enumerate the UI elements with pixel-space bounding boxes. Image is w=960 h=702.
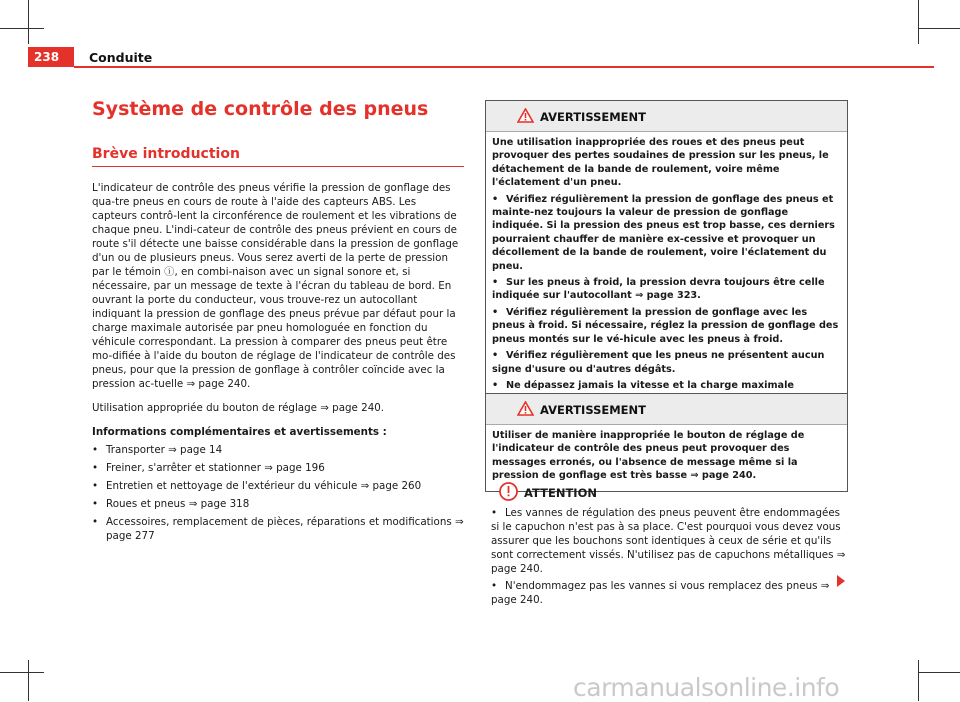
list-item: • Vérifiez régulièrement la pression de gonflage avec les pneus à froid. Si nécessaire, réglez la pression de gonflage des pneus montés sur le vé-hicule avec les pneus à froid. <box>492 306 839 345</box>
watermark: carmanualsonline.info <box>573 673 840 702</box>
warning-triangle-icon <box>517 401 534 416</box>
crop-mark <box>0 28 44 29</box>
section-title: Système de contrôle des pneus <box>92 98 429 120</box>
crop-mark <box>918 0 919 44</box>
chapter-title: Conduite <box>89 50 153 65</box>
list-item: • Freiner, s'arrêter et stationner ⇒ page 196 <box>92 461 464 475</box>
attention-icon <box>499 482 518 501</box>
attention-section <box>491 482 848 610</box>
crop-mark <box>918 672 960 673</box>
list-item: • Transporter ⇒ page 14 <box>92 443 464 457</box>
attention-header <box>491 482 848 504</box>
list-item: • Vérifiez régulièrement que les pneus ne présentent aucun signe d'usure ou d'autres dégâts. <box>492 350 825 375</box>
list-item: • Entretien et nettoyage de l'extérieur du véhicule ⇒ page 260 <box>92 479 464 493</box>
list-item: • Ne dépassez jamais la vitesse et la charge maximale <box>492 379 794 391</box>
header-rule <box>74 66 934 68</box>
warning-intro: Une utilisation inappropriée des roues et des pneus peut provoquer des pertes soudaines de pression sur les pneus, le détachement de la bande de roulement, voire même l'éclatement d'un pneu. <box>492 137 829 189</box>
continue-arrow-icon <box>836 575 846 587</box>
warning-box-1 <box>485 100 848 415</box>
crop-mark <box>918 28 960 29</box>
list-item: • Accessoires, remplacement de pièces, réparations et modifications ⇒ page 277 <box>92 515 464 543</box>
warning-box-2 <box>485 393 848 492</box>
crop-mark <box>918 660 919 701</box>
crop-mark <box>0 672 44 673</box>
crop-mark <box>28 660 29 701</box>
left-column <box>92 98 464 543</box>
list-item: • Roues et pneus ⇒ page 318 <box>92 497 464 511</box>
list-item: • Les vannes de régulation des pneus peuvent être endommagées si le capuchon n'est pas à sa place. C'est pourquoi vous devez vous assurer que les bouchons sont identiques à ceux de série et qu'ils sont correctement vissés. N'utilisez pas de capuchons métalliques ⇒ page 240. <box>491 507 846 575</box>
warning-triangle-icon <box>517 108 534 123</box>
page-number: 238 <box>28 47 74 67</box>
warning-title: AVERTISSEMENT <box>540 403 647 417</box>
warning-header <box>486 394 847 425</box>
reference-list <box>92 443 464 543</box>
info-heading: Informations complémentaires et avertissements : <box>92 426 387 438</box>
list-item: • Sur les pneus à froid, la pression devra toujours être celle indiquée sur l'autocollant ⇒ page 323. <box>492 277 825 302</box>
intro-paragraph: L'indicateur de contrôle des pneus vérifie la pression de gonflage des qua-tre pneus en cours de route à l'aide des capteurs ABS. Les capteurs contrô-lent la circonférence de roulement et les vibrations de chaque pneu. L'indi-cateur de contrôle des pneus prévient en cours de route s'il détecte une baisse considérable dans la pression de gonflage d'un ou de plusieurs pneus. Vous serez averti de la perte de pression par le témoin ⓘ, en combi-naison avec un signal sonore et, si nécessaire, par un message de texte à l'écran du tableau de bord. En ouvrant la porte du conducteur, vous trouve-rez un autocollant indiquant la pression de gonflage des pneus prévue par défaut pour la charge maximale autorisée par pneu homologuée en fonction du véhicule correspondant. La pression à comparer des pneus peut être mo-difiée à l'aide du bouton de réglage de l'indicateur de contrôle des pneus, pour que la pression de gonflage à contrôler coïncide avec la pression ac-tuelle ⇒ page 240. <box>92 182 459 390</box>
warning-header <box>486 101 847 132</box>
subsection-title: Brève introduction <box>92 146 464 167</box>
warning-title: AVERTISSEMENT <box>540 110 647 124</box>
warning-text: Utiliser de manière inappropriée le bouton de réglage de l'indicateur de contrôle des pneus peut provoquer des messages erronés, ou l'absence de message même si la pression de gonflage est très basse ⇒ page 240. <box>492 430 805 482</box>
warning-body <box>486 132 847 414</box>
attention-title: ATTENTION <box>524 486 597 500</box>
crop-mark <box>28 0 29 44</box>
list-item: • Vérifiez régulièrement la pression de gonflage des pneus et mainte-nez toujours la valeur de pression de gonflage indiquée. Si la pression des pneus est trop basse, ces derniers pourraient chauffer de manière ex-cessive et provoquer un décollement de la bande de roulement, voire l'éclatement du pneu. <box>492 193 835 272</box>
warning-body <box>486 425 847 491</box>
list-item: • N'endommagez pas les vannes si vous remplacez des pneus ⇒ page 240. <box>491 580 830 606</box>
usage-paragraph: Utilisation appropriée du bouton de réglage ⇒ page 240. <box>92 402 385 414</box>
